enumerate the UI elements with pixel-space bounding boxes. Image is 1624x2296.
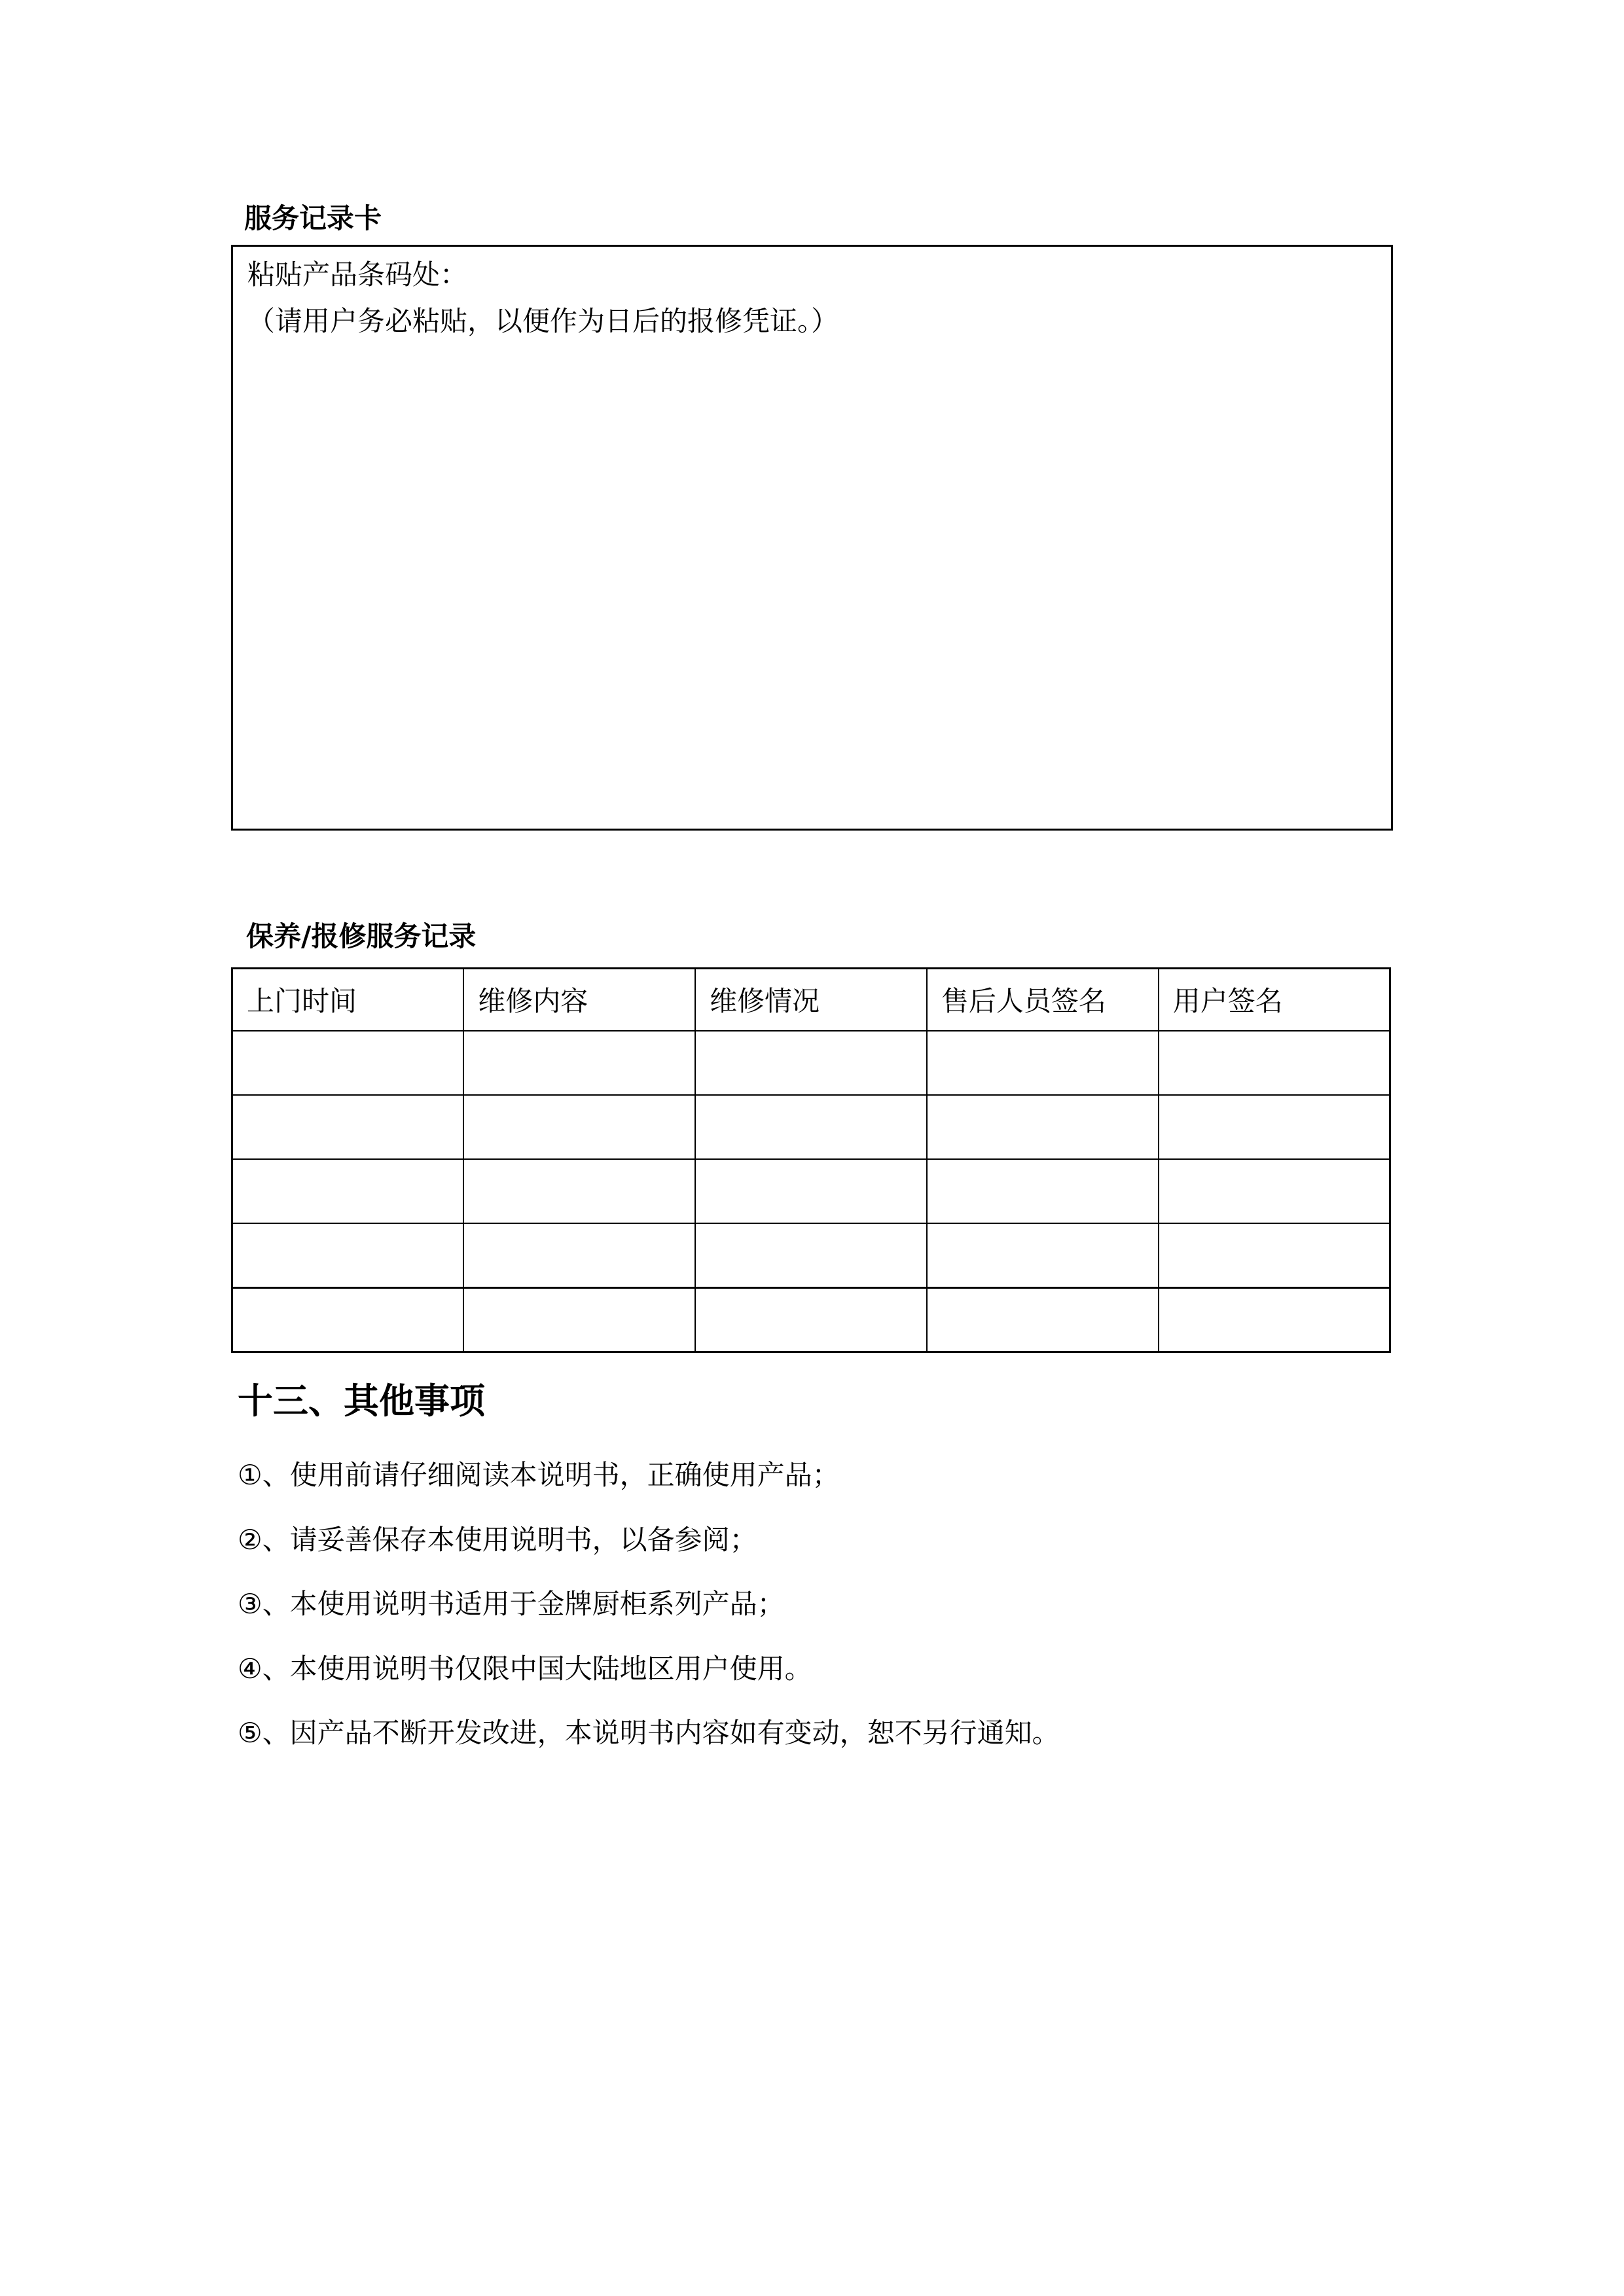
service-card-heading: 服务记录卡 [244,202,382,234]
table-cell [695,1095,927,1159]
table-cell [695,1287,927,1352]
service-record-heading: 保养/报修服务记录 [246,920,477,953]
table-cell [1159,1095,1390,1159]
other-matters-heading: 十三、其他事项 [238,1380,485,1422]
other-matters-list [238,1459,1393,1749]
service-record-table [231,967,1391,1353]
table-cell [232,1287,464,1352]
table-cell [463,1159,695,1223]
table-row [232,1159,1390,1223]
table-cell [1159,1223,1390,1287]
table-cell [927,1223,1159,1287]
table-cell [927,1287,1159,1352]
table-row [232,1287,1390,1352]
table-row [232,1223,1390,1287]
table-cell [695,1223,927,1287]
barcode-paste-box [231,245,1393,831]
table-row [232,1031,1390,1095]
list-item: ⑤、因产品不断开发改进，本说明书内容如有变动，恕不另行通知。 [238,1716,1060,1749]
col-header-visit-time: 上门时间 [232,968,464,1031]
table-cell [463,1031,695,1095]
table-cell [232,1031,464,1095]
table-cell [1159,1287,1390,1352]
table-cell [695,1159,927,1223]
table-cell [927,1159,1159,1223]
table-cell [1159,1031,1390,1095]
table-cell [1159,1159,1390,1223]
table-cell [463,1095,695,1159]
col-header-aftersales-signature: 售后人员签名 [927,968,1159,1031]
col-header-repair-content: 维修内容 [463,968,695,1031]
table-cell [695,1031,927,1095]
table-cell [463,1223,695,1287]
table-header-row [232,968,1390,1031]
barcode-box-note: （请用户务必粘贴，以便作为日后的报修凭证。） [247,304,839,337]
table-row [232,1095,1390,1159]
list-item: ④、本使用说明书仅限中国大陆地区用户使用。 [238,1652,812,1685]
list-item: ②、请妥善保存本使用说明书，以备参阅； [238,1523,757,1556]
table-cell [232,1159,464,1223]
table-cell [927,1095,1159,1159]
table-cell [232,1095,464,1159]
list-item: ③、本使用说明书适用于金牌厨柜系列产品； [238,1588,785,1621]
table-cell [232,1223,464,1287]
barcode-box-label: 粘贴产品条码处： [247,259,468,291]
table-cell [463,1287,695,1352]
col-header-repair-status: 维修情况 [695,968,927,1031]
list-item: ①、使用前请仔细阅读本说明书，正确使用产品； [238,1459,840,1492]
table-cell [927,1031,1159,1095]
col-header-user-signature: 用户签名 [1159,968,1390,1031]
